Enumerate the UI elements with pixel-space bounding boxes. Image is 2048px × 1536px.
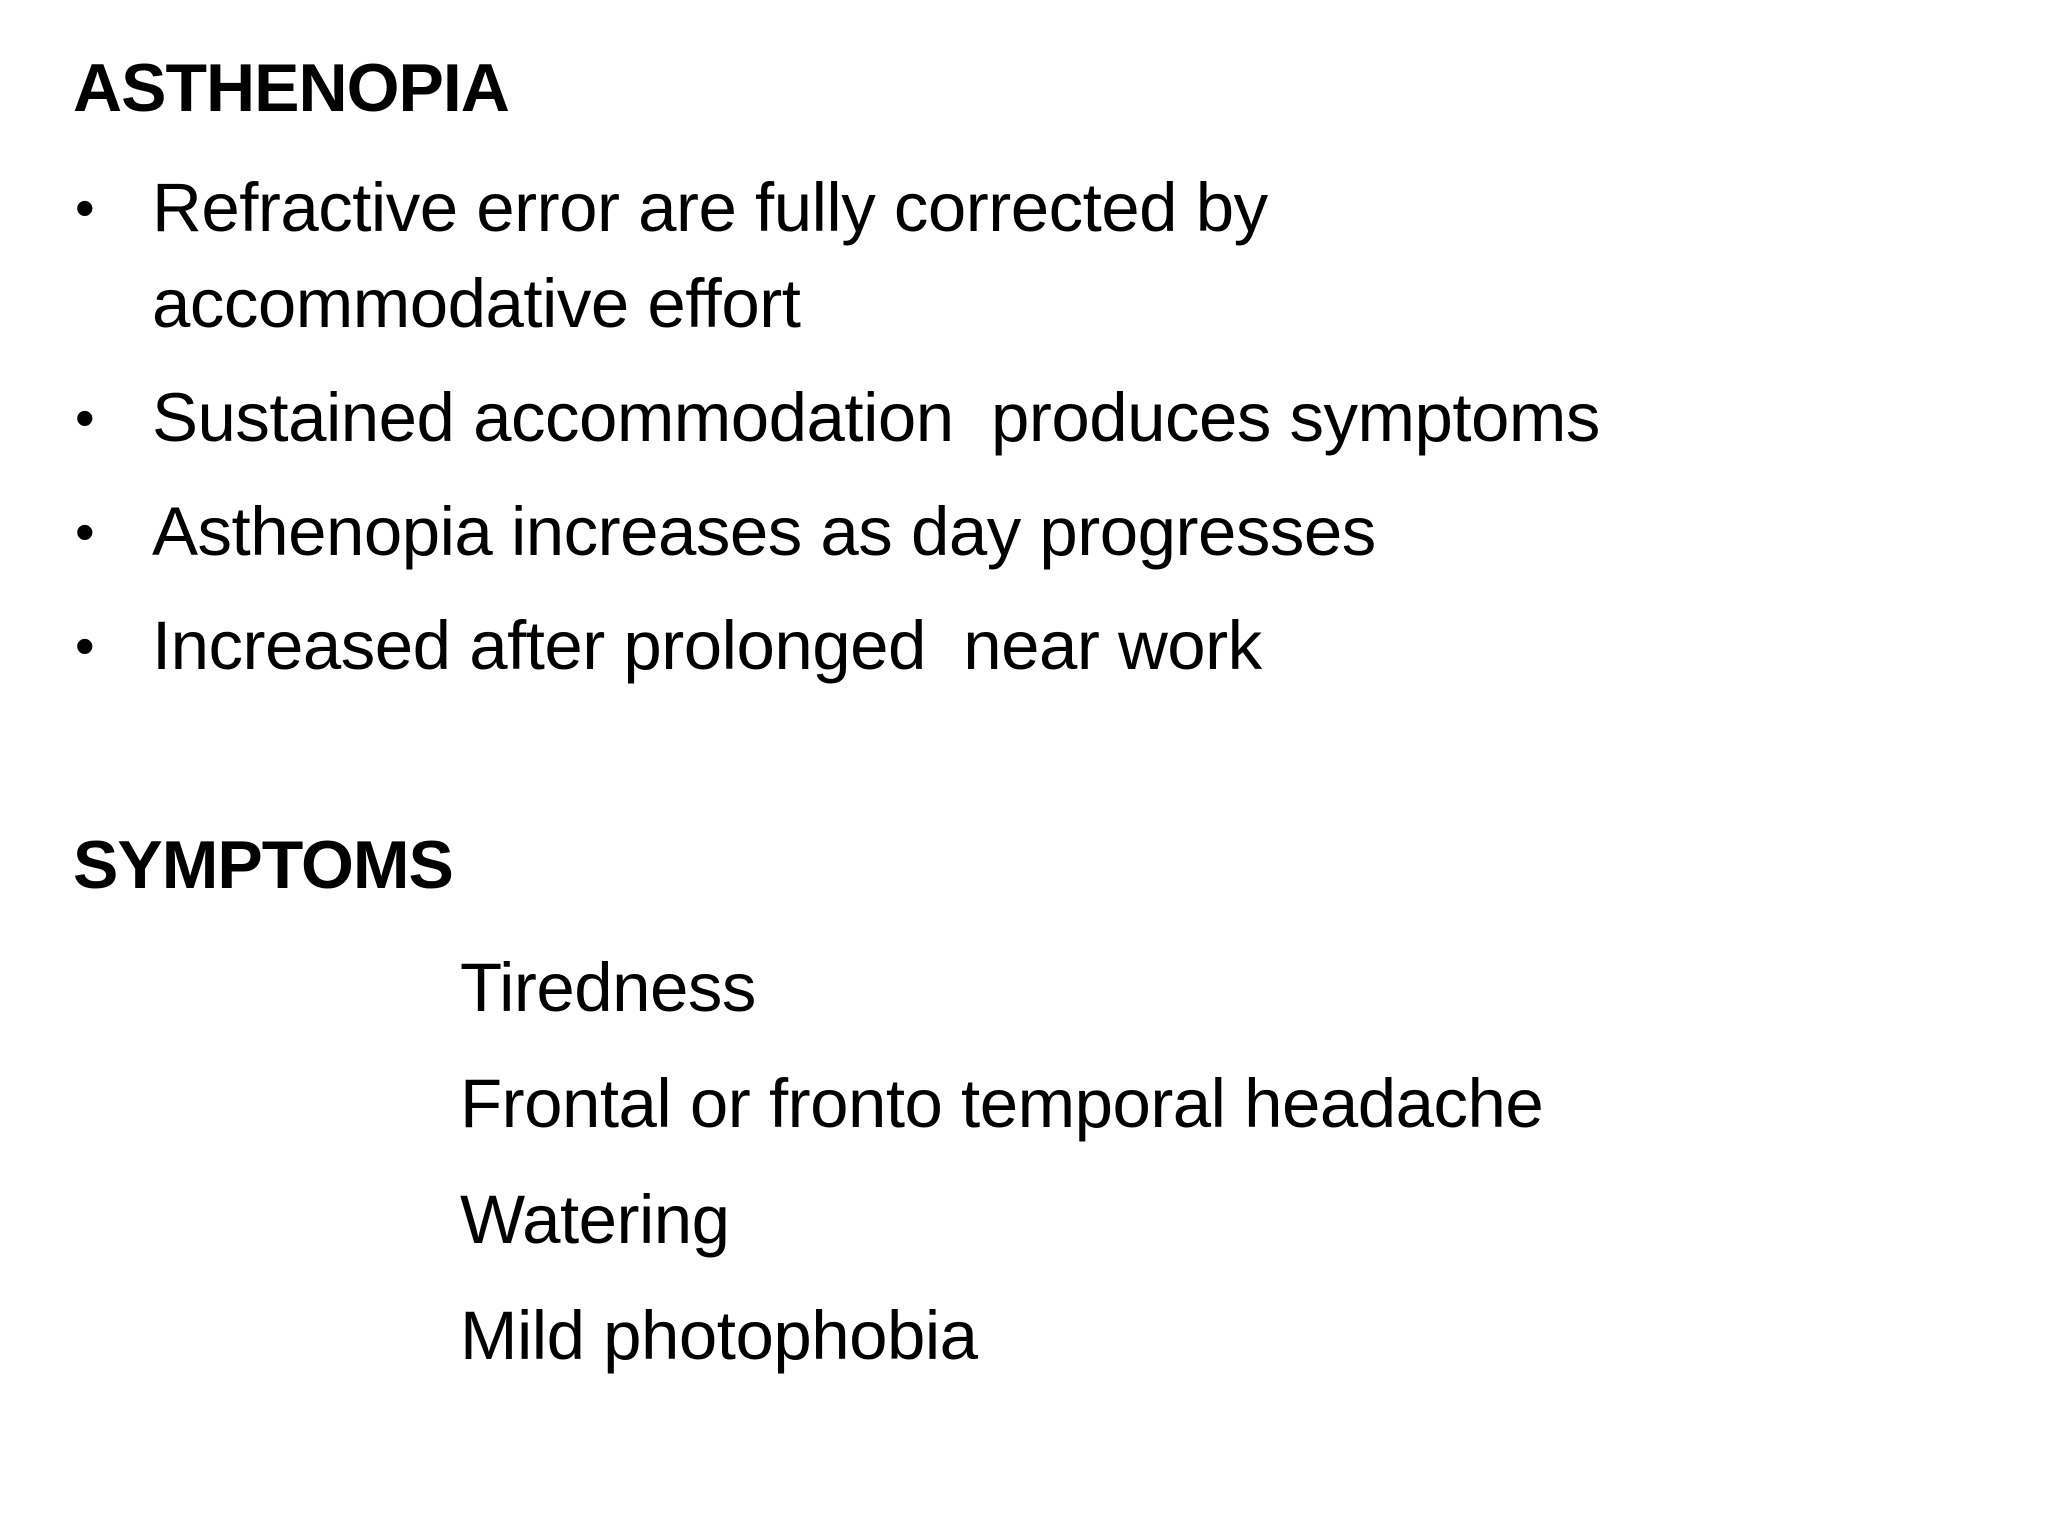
bullet-item — [73, 160, 1973, 352]
bullet-dot-icon: • — [75, 614, 95, 677]
asthenopia-bullet-list — [73, 160, 1973, 712]
symptom-item: Watering — [460, 1181, 730, 1258]
bullet-text: Sustained accommodation produces symptoms — [152, 379, 1600, 456]
symptom-item: Mild photophobia — [460, 1297, 978, 1374]
heading-asthenopia: ASTHENOPIA — [73, 50, 509, 126]
symptom-item: Tiredness — [460, 949, 756, 1026]
symptom-item: Frontal or fronto temporal headache — [460, 1065, 1544, 1142]
bullet-text: Asthenopia increases as day progresses — [152, 493, 1376, 570]
bullet-dot-icon: • — [75, 386, 95, 449]
bullet-text: Refractive error are fully corrected by accommodative effort — [152, 169, 1268, 342]
symptoms-list — [460, 930, 1543, 1394]
bullet-text: Increased after prolonged near work — [152, 607, 1262, 684]
heading-symptoms: SYMPTOMS — [73, 827, 453, 903]
bullet-dot-icon: • — [75, 176, 95, 239]
bullet-item — [73, 598, 1973, 694]
bullet-item — [73, 484, 1973, 580]
bullet-item — [73, 370, 1973, 466]
bullet-dot-icon: • — [75, 500, 95, 563]
